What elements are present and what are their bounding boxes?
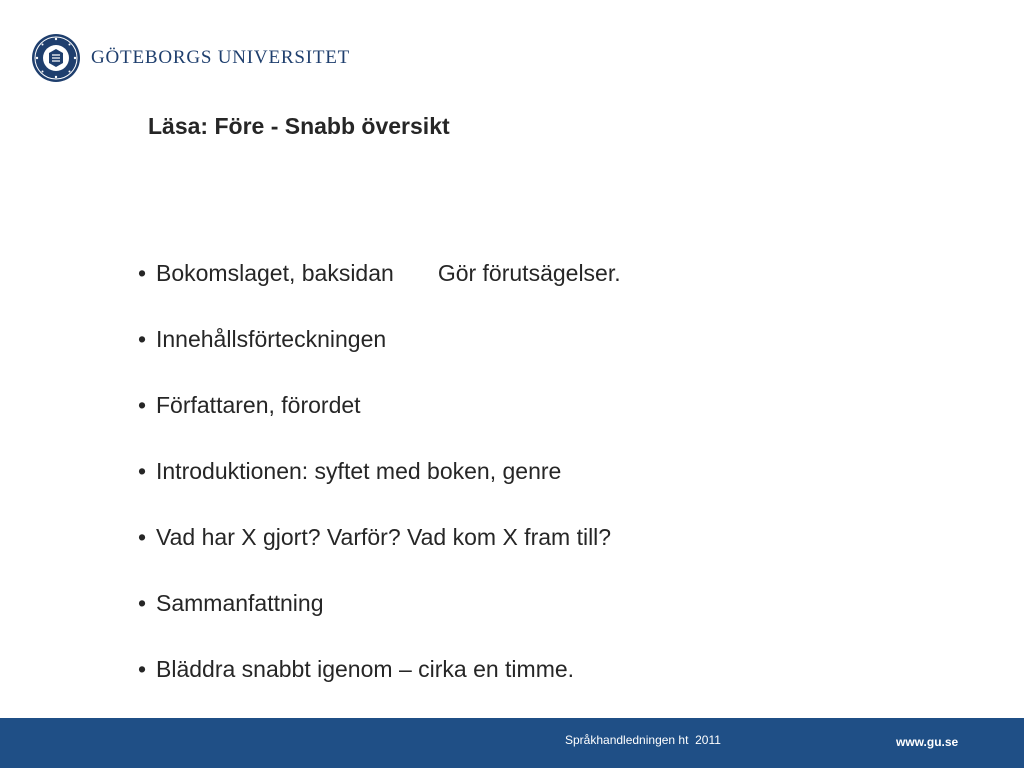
bullet-text: Bokomslaget, baksidan: [156, 260, 394, 286]
footer-bar: [0, 718, 1024, 768]
bullet-item: [138, 390, 621, 456]
bullet-item: [138, 324, 621, 390]
footer-course-label: Språkhandledningen ht 2011: [565, 733, 721, 747]
bullet-item: [138, 522, 621, 588]
university-name: GÖTEBORGS UNIVERSITET: [91, 47, 351, 68]
bullet-marker: •: [138, 590, 147, 616]
bullet-marker: •: [138, 524, 147, 550]
slide-title: Läsa: Före - Snabb översikt: [148, 113, 450, 139]
bullet-text: Bläddra snabbt igenom – cirka en timme.: [156, 656, 575, 682]
bullet-text: Författaren, förordet: [156, 392, 361, 418]
bullet-marker: •: [138, 392, 147, 418]
bullet-marker: •: [138, 458, 147, 484]
bullet-note: Gör förutsägelser.: [437, 260, 621, 286]
bullet-text: Sammanfattning: [156, 590, 324, 616]
bullet-marker: •: [138, 326, 147, 352]
bullet-marker: •: [138, 260, 147, 286]
bullet-marker: •: [138, 656, 147, 682]
bullet-text: Vad har X gjort? Varför? Vad kom X fram till?: [156, 524, 612, 550]
university-seal-icon: [31, 33, 81, 83]
bullet-list: [138, 258, 621, 720]
bullet-item: [138, 588, 621, 654]
bullet-item: [138, 258, 621, 324]
footer-website-link[interactable]: www.gu.se: [896, 735, 959, 749]
bullet-item: [138, 654, 621, 720]
bullet-item: [138, 456, 621, 522]
bullet-text: Innehållsförteckningen: [156, 326, 387, 352]
bullet-text: Introduktionen: syftet med boken, genre: [156, 458, 562, 484]
